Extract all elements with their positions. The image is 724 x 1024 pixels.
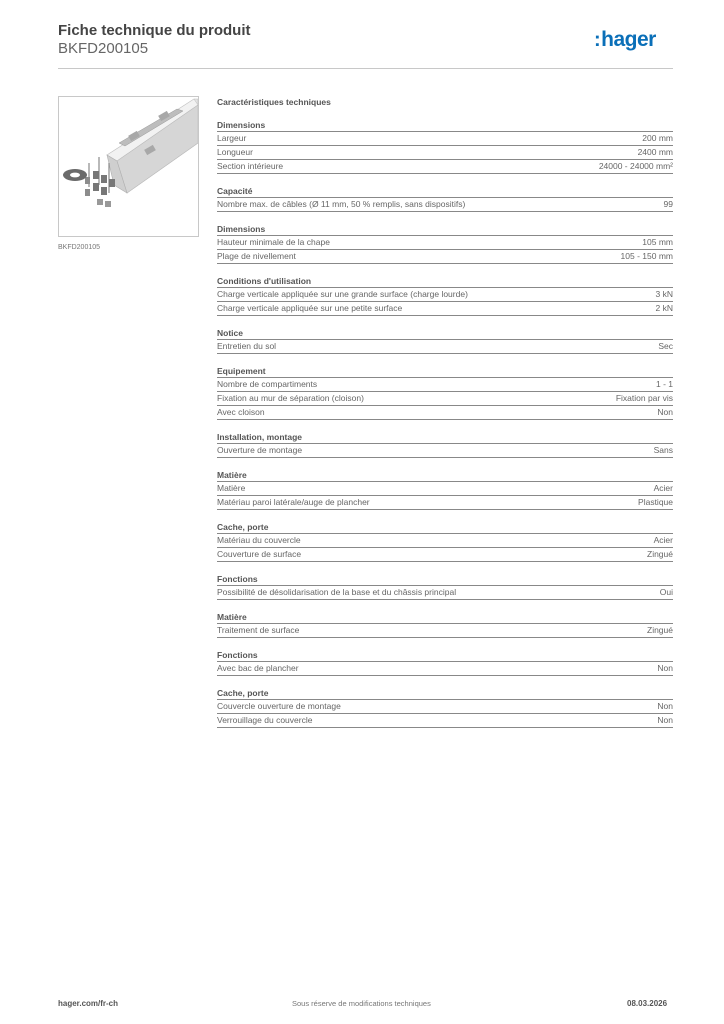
spec-label: Nombre max. de câbles (Ø 11 mm, 50 % remplis, sans dispositifs)	[217, 199, 466, 209]
spec-section	[217, 223, 673, 264]
spec-label: Matière	[217, 483, 246, 493]
spec-label: Nombre de compartiments	[217, 379, 318, 389]
spec-label: Traitement de surface	[217, 625, 300, 635]
spec-value: Non	[657, 715, 673, 725]
spec-section	[217, 521, 673, 562]
spec-section	[217, 573, 673, 600]
spec-label: Couvercle ouverture de montage	[217, 701, 341, 711]
technical-specs	[217, 96, 673, 739]
spec-value: Fixation par vis	[615, 393, 673, 403]
spec-label: Charge verticale appliquée sur une grande surface (charge lourde)	[217, 289, 468, 299]
spec-label: Matériau du couvercle	[217, 535, 301, 545]
spec-section-header: Dimensions	[217, 223, 673, 236]
spec-value: Oui	[659, 587, 673, 597]
spec-value: Acier	[653, 535, 673, 545]
spec-value: 105 mm	[642, 237, 673, 247]
spec-row	[217, 392, 673, 406]
spec-value: 24000 - 24000 mm²	[598, 161, 673, 171]
spec-section	[217, 275, 673, 316]
spec-section-header: Equipement	[217, 365, 673, 378]
spec-row	[217, 714, 673, 728]
hager-logo[interactable]	[594, 28, 656, 52]
spec-section	[217, 649, 673, 676]
spec-label: Hauteur minimale de la chape	[217, 237, 330, 247]
spec-section-header: Cache, porte	[217, 521, 673, 534]
spec-section	[217, 611, 673, 638]
spec-label: Possibilité de désolidarisation de la base et du châssis principal	[217, 587, 457, 597]
spec-value: Non	[657, 407, 673, 417]
spec-section	[217, 431, 673, 458]
spec-label: Plage de nivellement	[217, 251, 296, 261]
spec-section-header: Fonctions	[217, 649, 673, 662]
spec-row	[217, 496, 673, 510]
spec-value: 3 kN	[655, 289, 673, 299]
spec-section	[217, 119, 673, 174]
spec-row	[217, 548, 673, 562]
spec-label: Entretien du sol	[217, 341, 277, 351]
spec-label: Avec bac de plancher	[217, 663, 299, 673]
specs-sections	[217, 119, 673, 728]
spec-row	[217, 160, 673, 174]
footer-website[interactable]: hager.com/fr-ch	[58, 999, 119, 1008]
spec-label: Verrouillage du couvercle	[217, 715, 313, 725]
spec-label: Couverture de surface	[217, 549, 302, 559]
spec-row	[217, 288, 673, 302]
page-title: Fiche technique du produit	[58, 22, 251, 39]
spec-section	[217, 687, 673, 728]
spec-value: Plastique	[638, 497, 673, 507]
spec-section-header: Fonctions	[217, 573, 673, 586]
spec-section-header: Notice	[217, 327, 673, 340]
logo-dots-icon: :	[594, 29, 601, 51]
spec-row	[217, 482, 673, 496]
spec-row	[217, 132, 673, 146]
spec-section-header: Matière	[217, 469, 673, 482]
spec-value: Sans	[653, 445, 673, 455]
spec-label: Avec cloison	[217, 407, 265, 417]
footer-date: 08.03.2026	[627, 999, 668, 1008]
specs-title: Caractéristiques techniques	[217, 97, 331, 107]
spec-row	[217, 586, 673, 600]
spec-value: Sec	[658, 341, 673, 351]
spec-label: Charge verticale appliquée sur une petite surface	[217, 303, 403, 313]
spec-section	[217, 185, 673, 212]
spec-label: Largeur	[217, 133, 247, 143]
footer-disclaimer: Sous réserve de modifications techniques	[292, 999, 431, 1008]
spec-label: Section intérieure	[217, 161, 284, 171]
spec-section-header: Matière	[217, 611, 673, 624]
spec-value: Zingué	[647, 549, 673, 559]
spec-row	[217, 250, 673, 264]
spec-section	[217, 365, 673, 420]
spec-row	[217, 236, 673, 250]
header-divider	[58, 68, 673, 69]
spec-value: 1 - 1	[655, 379, 673, 389]
spec-section-header: Installation, montage	[217, 431, 673, 444]
spec-label: Fixation au mur de séparation (cloison)	[217, 393, 364, 403]
spec-row	[217, 302, 673, 316]
product-image	[58, 96, 199, 237]
product-reference: BKFD200105	[58, 40, 149, 57]
logo-text: hager	[601, 28, 656, 51]
product-image-caption: BKFD200105	[58, 244, 101, 251]
spec-row	[217, 378, 673, 392]
spec-value: 105 - 150 mm	[620, 251, 673, 261]
spec-section-header: Conditions d'utilisation	[217, 275, 673, 288]
spec-value: Non	[657, 701, 673, 711]
floor-duct-kit-image	[59, 97, 198, 236]
spec-section-header: Dimensions	[217, 119, 673, 132]
spec-section	[217, 327, 673, 354]
spec-label: Ouverture de montage	[217, 445, 303, 455]
spec-row	[217, 534, 673, 548]
spec-row	[217, 624, 673, 638]
spec-row	[217, 662, 673, 676]
spec-row	[217, 340, 673, 354]
spec-value: 2400 mm	[637, 147, 673, 157]
spec-section-header: Cache, porte	[217, 687, 673, 700]
spec-label: Longueur	[217, 147, 253, 157]
spec-label: Matériau paroi latérale/auge de plancher	[217, 497, 370, 507]
spec-value: Non	[657, 663, 673, 673]
spec-row	[217, 700, 673, 714]
spec-value: 2 kN	[655, 303, 673, 313]
spec-row	[217, 146, 673, 160]
spec-row	[217, 198, 673, 212]
spec-value: Zingué	[647, 625, 673, 635]
spec-section-header: Capacité	[217, 185, 673, 198]
spec-value: 99	[663, 199, 673, 209]
spec-row	[217, 406, 673, 420]
spec-row	[217, 444, 673, 458]
spec-value: Acier	[653, 483, 673, 493]
spec-section	[217, 469, 673, 510]
spec-value: 200 mm	[642, 133, 673, 143]
